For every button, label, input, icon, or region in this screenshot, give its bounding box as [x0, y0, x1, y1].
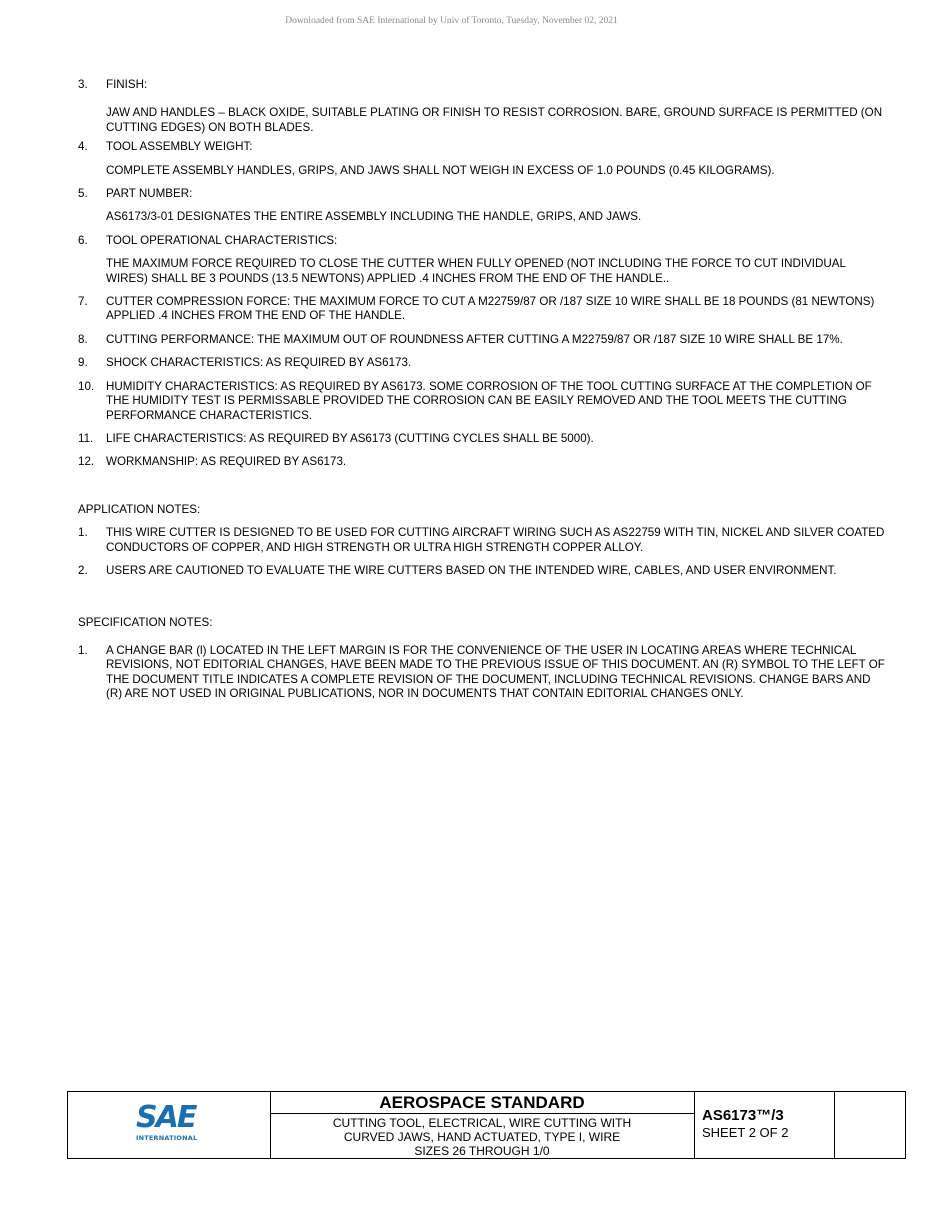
item-number: 12. [78, 455, 95, 469]
list-item [78, 380, 888, 423]
logo-cell [68, 1092, 271, 1158]
item-title: TOOL OPERATIONAL CHARACTERISTICS: [106, 233, 338, 247]
item-body: THIS WIRE CUTTER IS DESIGNED TO BE USED FOR CUTTING AIRCRAFT WIRING SUCH AS AS22759 WITH TIN, NICKEL AND SILVER COATED CONDUCTORS OF COPPER, AND HIGH STRENGTH OR ULTRA HIGH STRENGTH COPPER ALLOY. [106, 526, 885, 554]
list-item [78, 356, 888, 370]
item-body: SHOCK CHARACTERISTICS: AS REQUIRED BY AS6173. [106, 356, 412, 370]
item-number: 2. [78, 563, 88, 577]
subtitle-line: SIZES 26 THROUGH 1/0 [414, 1144, 550, 1158]
item-number: 6. [78, 233, 88, 247]
item-number: 4. [78, 140, 88, 154]
item-number: 1. [78, 526, 88, 540]
item-body: AS6173/3-01 DESIGNATES THE ENTIRE ASSEMBLY INCLUDING THE HANDLE, GRIPS, AND JAWS. [106, 210, 642, 224]
list-item [78, 295, 888, 324]
list-item [78, 140, 888, 178]
standard-heading: AEROSPACE STANDARD [270, 1092, 694, 1114]
item-title: FINISH: [106, 78, 148, 91]
document-number-cell [694, 1092, 835, 1158]
list-item [78, 526, 888, 555]
document-subtitle [270, 1114, 694, 1158]
item-body: USERS ARE CAUTIONED TO EVALUATE THE WIRE CUTTERS BASED ON THE INTENDED WIRE, CABLES, AND USER ENVIRONMENT. [106, 563, 837, 577]
title-cell [270, 1092, 695, 1158]
item-body: WORKMANSHIP: AS REQUIRED BY AS6173. [106, 455, 347, 469]
item-body: HUMIDITY CHARACTERISTICS: AS REQUIRED BY AS6173. SOME CORROSION OF THE TOOL CUTTING SURFACE AT THE COMPLETION OF THE HUMIDITY TEST IS PERMISSABLE PROVIDED THE CORROSION CAN BE EASILY REMOVED AND THE TOOL MEETS THE CUTTING PERFORMANCE CHARACTERISTICS. [106, 379, 872, 422]
list-item [78, 564, 888, 578]
item-number: 10. [78, 379, 95, 393]
item-number: 3. [78, 78, 88, 91]
list-item [78, 234, 888, 286]
item-body: CUTTING PERFORMANCE: THE MAXIMUM OUT OF ROUNDNESS AFTER CUTTING A M22759/87 OR /187 SIZE 10 WIRE SHALL BE 17%. [106, 332, 843, 346]
item-title: PART NUMBER: [106, 187, 193, 201]
sae-logo [136, 1102, 206, 1146]
specification-notes-title: SPECIFICATION NOTES: [78, 616, 213, 630]
subtitle-line: CUTTING TOOL, ELECTRICAL, WIRE CUTTING WITH [332, 1116, 632, 1130]
subtitle-line: CURVED JAWS, HAND ACTUATED, TYPE I, WIRE [343, 1130, 621, 1144]
list-item [78, 333, 888, 347]
item-body: COMPLETE ASSEMBLY HANDLES, GRIPS, AND JAWS SHALL NOT WEIGH IN EXCESS OF 1.0 POUNDS (0.45 KILOGRAMS). [106, 163, 775, 177]
document-body [78, 78, 888, 701]
list-item [78, 432, 888, 446]
list-item [78, 187, 888, 225]
item-number: 8. [78, 332, 88, 346]
sheet-number: SHEET 2 OF 2 [702, 1125, 789, 1140]
logo-subtext: INTERNATIONAL [136, 1134, 198, 1142]
item-title: TOOL ASSEMBLY WEIGHT: [106, 140, 253, 154]
document-number: AS6173™/3 [702, 1107, 784, 1124]
item-number: 7. [78, 295, 88, 309]
download-watermark: Downloaded from SAE International by Univ of Toronto, Tuesday, November 02, 2021 [285, 16, 618, 26]
item-number: 1. [78, 643, 88, 657]
item-number: 11. [78, 431, 94, 445]
application-notes-title: APPLICATION NOTES: [78, 502, 201, 516]
title-block [67, 1091, 906, 1159]
item-body: A CHANGE BAR (l) LOCATED IN THE LEFT MARGIN IS FOR THE CONVENIENCE OF THE USER IN LOCATING AREAS WHERE TECHNICAL REVISIONS, NOT EDITORIAL CHANGES, HAVE BEEN MADE TO THE PREVIOUS ISSUE OF THIS DOCUMENT. AN (R) SYMBOL TO THE LEFT OF THE DOCUMENT TITLE INDICATES A COMPLETE REVISION OF THE DOCUMENT, INCLUDING TECHNICAL REVISIONS. CHANGE BARS AND (R) ARE NOT USED IN ORIGINAL PUBLICATIONS, NOR IN DOCUMENTS THAT CONTAIN EDITORIAL CHANGES ONLY. [106, 643, 885, 700]
list-item [78, 78, 888, 135]
logo-wordmark: SAE [136, 1100, 196, 1135]
item-body: CUTTER COMPRESSION FORCE: THE MAXIMUM FORCE TO CUT A M22759/87 OR /187 SIZE 10 WIRE SHALL BE 18 POUNDS (81 NEWTONS) APPLIED .4 INCHES FROM THE END OF THE HANDLE. [106, 295, 875, 323]
item-number: 5. [78, 187, 88, 201]
item-body: JAW AND HANDLES – BLACK OXIDE, SUITABLE PLATING OR FINISH TO RESIST CORROSION. BARE, GROUND SURFACE IS PERMITTED (ON CUTTING EDGES) ON BOTH BLADES. [106, 106, 883, 134]
list-item [78, 644, 888, 702]
item-body: LIFE CHARACTERISTICS: AS REQUIRED BY AS6173 (CUTTING CYCLES SHALL BE 5000). [106, 431, 594, 445]
list-item [78, 455, 888, 469]
item-number: 9. [78, 356, 88, 370]
item-body: THE MAXIMUM FORCE REQUIRED TO CLOSE THE CUTTER WHEN FULLY OPENED (NOT INCLUDING THE FORCE TO CUT INDIVIDUAL WIRES) SHALL BE 3 POUNDS (13.5 NEWTONS) APPLIED .4 INCHES FROM THE END OF THE HANDLE.. [106, 257, 846, 285]
